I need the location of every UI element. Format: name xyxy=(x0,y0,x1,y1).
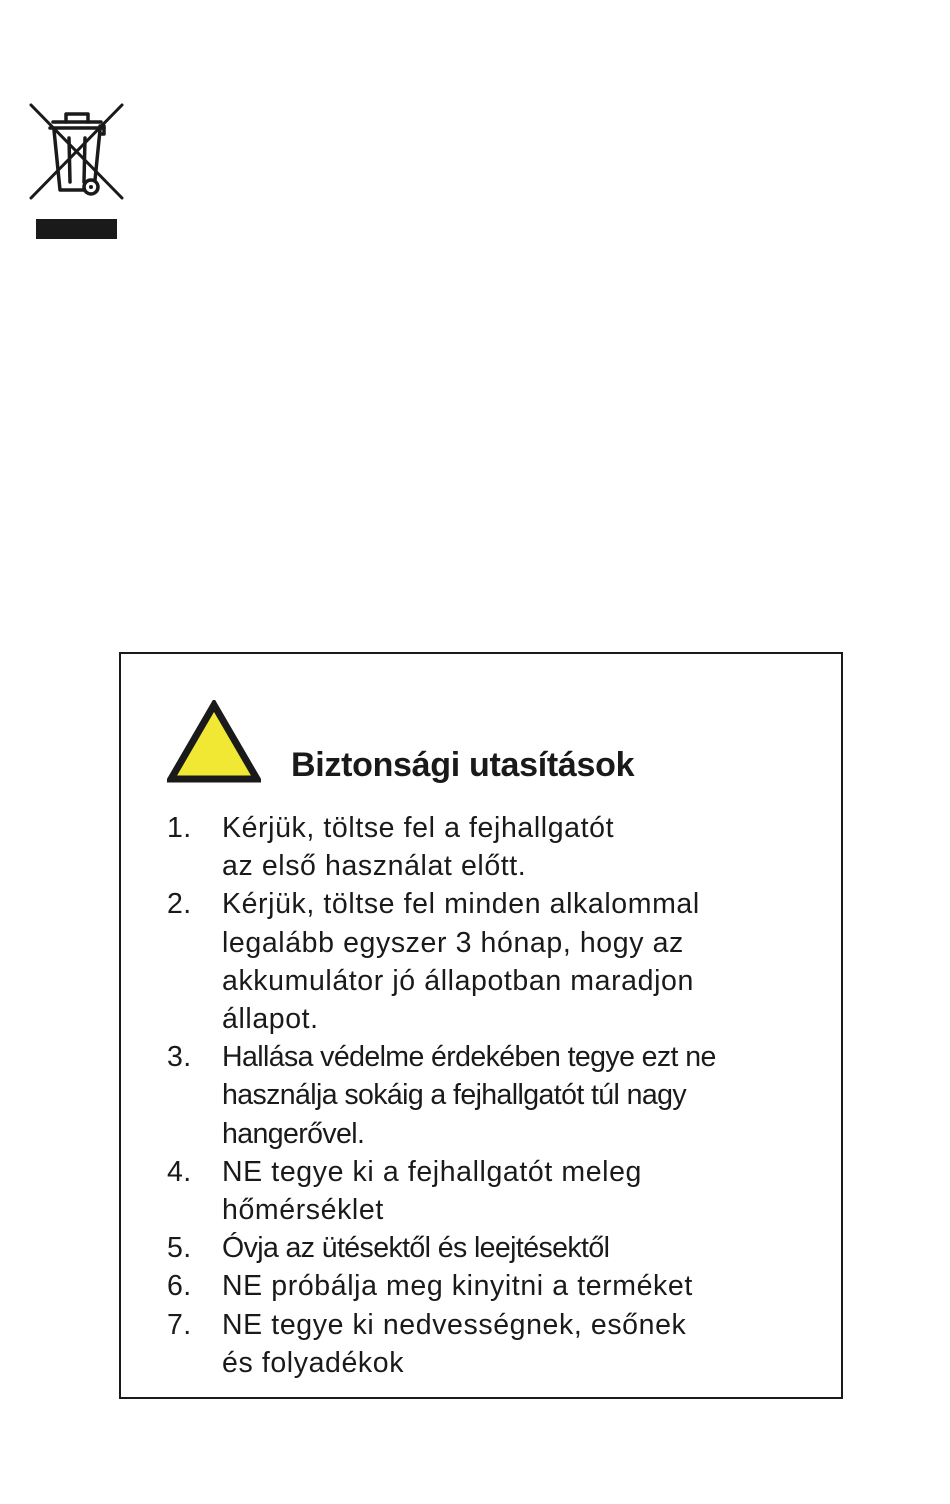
list-item xyxy=(167,1229,817,1267)
list-item xyxy=(167,1267,817,1305)
list-item xyxy=(167,1038,817,1153)
item-number: 3. xyxy=(167,1041,192,1074)
safety-instructions-box xyxy=(119,652,843,1399)
list-item xyxy=(167,885,817,1038)
item-text: NE tegye ki a fejhallgatót meleg hőmérséklet xyxy=(222,1155,643,1227)
item-text: NE tegye ki nedvességnek, esőnek és folyadékok xyxy=(222,1308,687,1379)
item-number: 1. xyxy=(167,812,192,844)
item-number: 4. xyxy=(167,1155,192,1188)
safety-list xyxy=(167,809,817,1382)
item-text: NE próbálja meg kinyitni a terméket xyxy=(222,1270,693,1303)
item-text: Hallása védelme érdekében tegye ezt ne használja sokáig a fejhallgatót túl nagy hangerővel. xyxy=(222,1041,716,1150)
item-number: 5. xyxy=(167,1232,192,1265)
weee-recycling-icon xyxy=(28,102,126,242)
list-item xyxy=(167,1153,817,1229)
item-number: 6. xyxy=(167,1270,192,1303)
safety-title: Biztonsági utasítások xyxy=(291,746,635,784)
item-text: Óvja az ütésektől és leejtésektől xyxy=(222,1232,610,1265)
list-item xyxy=(167,1306,817,1382)
warning-triangle-icon xyxy=(167,700,261,784)
item-number: 2. xyxy=(167,888,192,921)
item-text: Kérjük, töltse fel minden alkalommal legalább egyszer 3 hónap, hogy az akkumulátor jó állapotban maradjon állapot. xyxy=(222,888,700,1036)
item-number: 7. xyxy=(167,1308,192,1341)
list-item xyxy=(167,809,817,885)
item-text: Kérjük, töltse fel a fejhallgatót az első használat előtt. xyxy=(222,812,615,883)
